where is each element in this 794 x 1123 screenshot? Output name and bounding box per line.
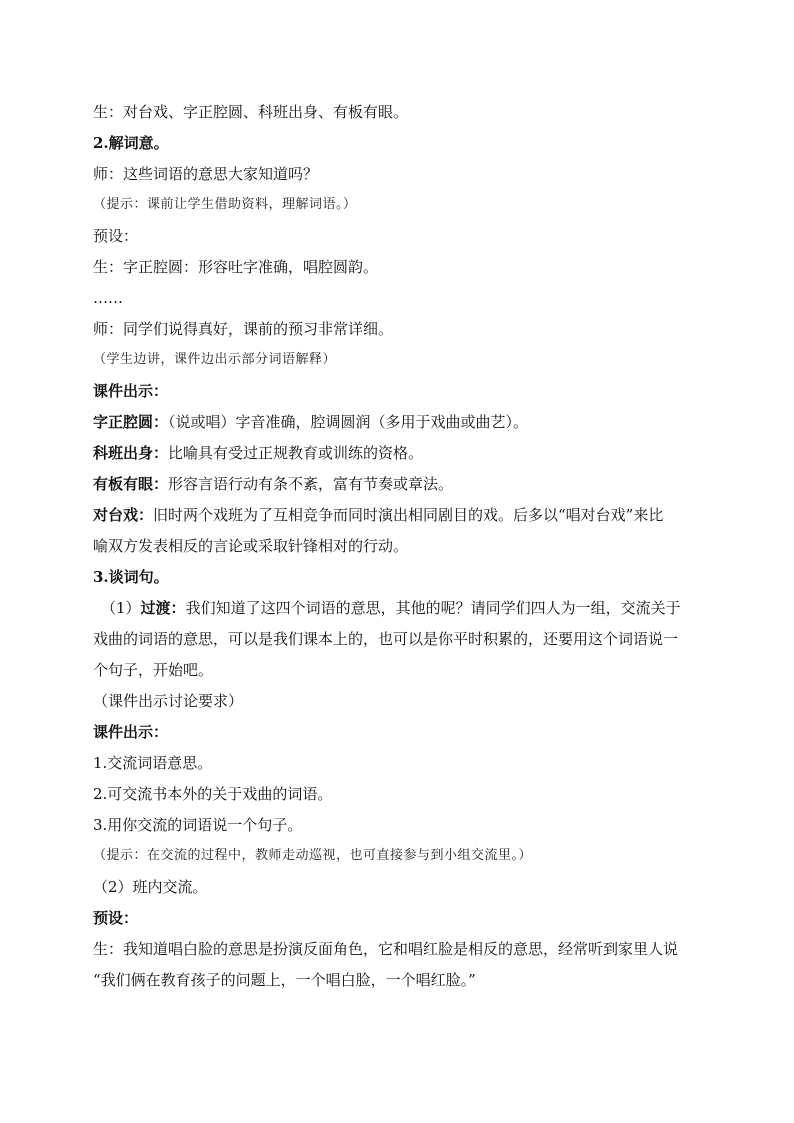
- definition-line: [93, 443, 733, 463]
- term-label: 字正腔圆：: [93, 413, 169, 431]
- step-number: （1）: [101, 599, 141, 617]
- text-line: 生：我知道唱白脸的意思是扮演反面角色，它和唱红脸是相反的意思，经常听到家里人说: [93, 940, 679, 958]
- definition-text: 旧时两个戏班为了互相竞争而同时演出相同剧目的戏。后多以“唱对台戏”来比: [153, 506, 664, 524]
- ellipsis: ……: [93, 289, 123, 307]
- text-line: 预设：: [93, 227, 139, 245]
- courseware-heading: 课件出示：: [93, 382, 169, 400]
- text-line: 生：字正腔圆：形容吐字准确，唱腔圆韵。: [93, 258, 379, 276]
- text-line: （2）班内交流。: [93, 878, 208, 896]
- section-heading: 2.解词意。: [93, 134, 169, 152]
- courseware-heading: 课件出示：: [93, 723, 169, 741]
- transition-label: 过渡：: [140, 599, 186, 617]
- list-item: 3.用你交流的词语说一个句子。: [93, 816, 303, 834]
- text-line: 生：对台戏、字正腔圆、科班出身、有板有眼。: [93, 103, 409, 121]
- definition-text: 形容言语行动有条不紊，富有节奏或章法。: [168, 475, 454, 493]
- text-line: 师：同学们说得真好，课前的预习非常详细。: [93, 320, 394, 338]
- hint-note: （提示：课前让学生借助资料，理解词语。）: [93, 197, 357, 212]
- term-label: 对台戏：: [93, 506, 154, 524]
- text-line: 师：这些词语的意思大家知道吗？: [93, 165, 319, 183]
- paragraph-text: 我们知道了这四个词语的意思，其他的呢？请同学们四人为一组，交流关于: [185, 599, 681, 617]
- list-item: 1.交流词语意思。: [93, 754, 213, 772]
- text-line: “我们俩在教育孩子的问题上，一个唱白脸，一个唱红脸。”: [93, 971, 476, 989]
- term-label: 科班出身：: [93, 444, 169, 462]
- definition-text: 比喻具有受过正规教育或训练的资格。: [168, 444, 424, 462]
- hint-note: （提示：在交流的过程中，教师走动巡视，也可直接参与到小组交流里。）: [93, 848, 533, 863]
- paragraph-line: [101, 598, 741, 618]
- term-label: 有板有眼：: [93, 475, 169, 493]
- list-item: 2.可交流书本外的关于戏曲的词语。: [93, 785, 333, 803]
- definition-line: [93, 505, 733, 525]
- text-line: 喻双方发表相反的言论或采取针锋相对的行动。: [93, 537, 409, 555]
- section-heading: 预设：: [93, 909, 139, 927]
- text-line: （课件出示讨论要求）: [93, 692, 244, 710]
- definition-line: [93, 474, 733, 494]
- hint-note: （学生边讲，课件边出示部分词语解释）: [93, 352, 337, 367]
- section-heading: 3.谈词句。: [93, 568, 169, 586]
- definition-line: [93, 412, 733, 432]
- text-line: 戏曲的词语的意思，可以是我们课本上的，也可以是你平时积累的，还要用这个词语说一: [93, 630, 679, 648]
- text-line: 个句子，开始吧。: [93, 661, 214, 679]
- definition-text: （说或唱）字音准确，腔调圆润（多用于戏曲或曲艺）。: [168, 413, 529, 431]
